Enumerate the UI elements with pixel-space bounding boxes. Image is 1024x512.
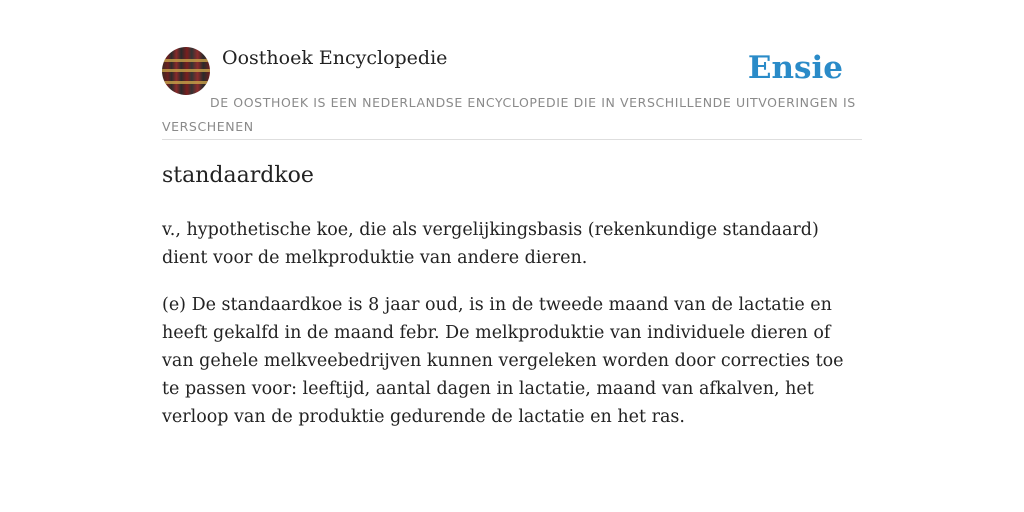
bookshelf-icon[interactable]	[162, 47, 210, 95]
header-divider	[162, 139, 862, 140]
entry-title: standaardkoe	[162, 163, 314, 188]
site-description: DE OOSTHOEK IS EEN NEDERLANDSE ENCYCLOPEDIE DIE IN VERSCHILLENDE UITVOERINGEN IS VERSCHENEN	[162, 95, 856, 134]
site-title[interactable]: Oosthoek Encyclopedie	[222, 47, 448, 69]
brand-logo[interactable]: Ensie	[747, 50, 843, 86]
entry-paragraph-1: v., hypothetische koe, die als vergelijkingsbasis (rekenkundige standaard) dient voor de melkproduktie van andere dieren.	[162, 220, 819, 268]
entry-paragraph-2: (e) De standaardkoe is 8 jaar oud, is in de tweede maand van de lactatie en heeft gekalfd in de maand febr. De melkproduktie van individuele dieren of van gehele melkveebedrijven kunnen vergeleken worden door correcties toe te passen voor: leeftijd, aantal dagen in lactatie, maand van afkalven, het verloop van de produktie gedurende de lactatie en het ras.	[162, 295, 844, 427]
